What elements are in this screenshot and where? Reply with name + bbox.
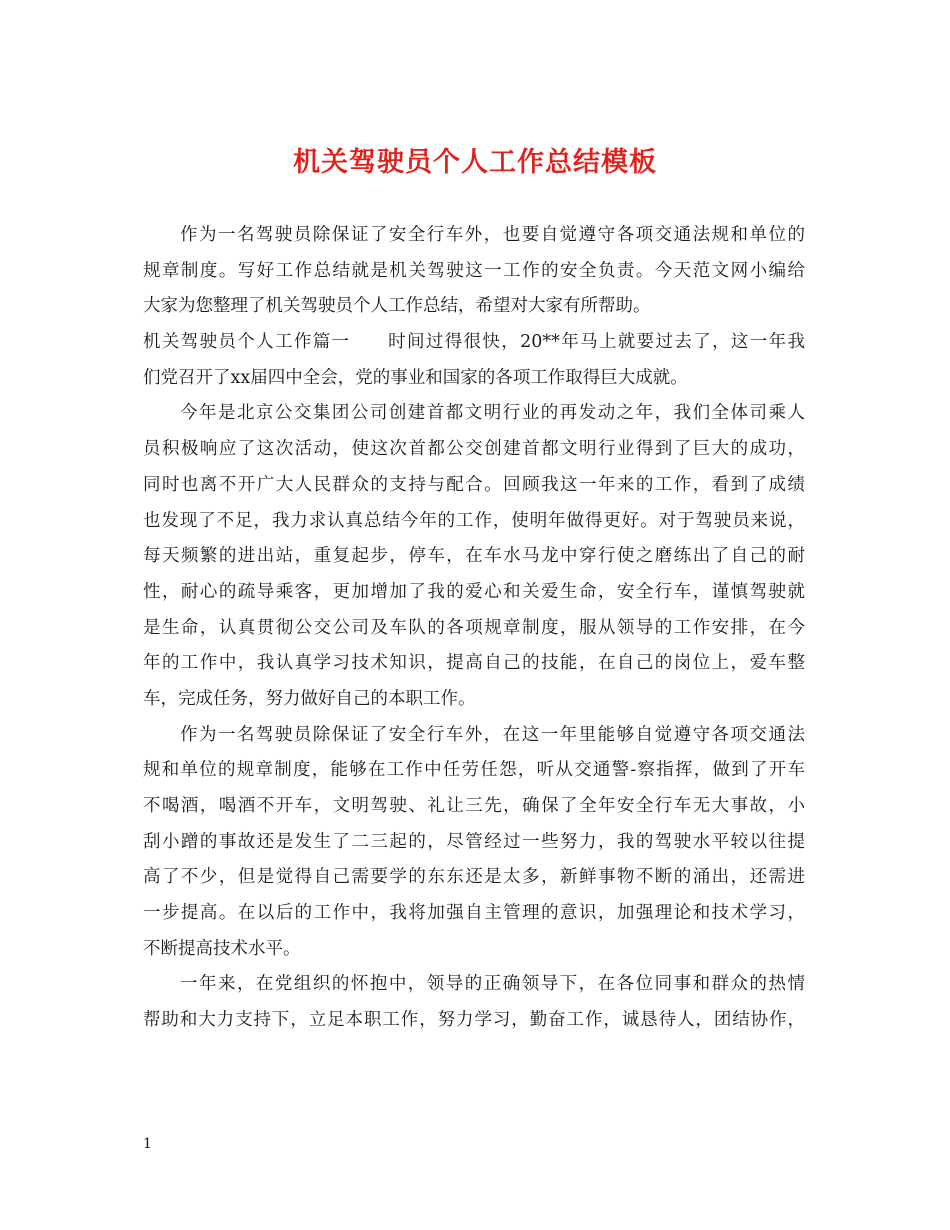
text-line: 刮小蹭的事故还是发生了二三起的，尽管经过一些努力，我的驾驶水平较以往提 — [143, 831, 805, 852]
text-line: 规章制度。写好工作总结就是机关驾驶这一工作的安全负责。今天范文网小编给 — [143, 260, 805, 281]
text-line: 一年来，在党组织的怀抱中，领导的正确领导下，在各位同事和群众的热情 — [180, 974, 805, 995]
text-line: 每天频繁的进出站，重复起步，停车，在车水马龙中穿行使之磨练出了自己的耐 — [143, 546, 805, 567]
text-line: 规和单位的规章制度，能够在工作中任劳任怨，听从交通警-察指挥，做到了开车 — [143, 760, 805, 781]
text-line: 同时也离不开广大人民群众的支持与配合。回顾我这一年来的工作，看到了成绩 — [143, 474, 805, 495]
text-line: 性，耐心的疏导乘客，更加增加了我的爱心和关爱生命，安全行车，谨慎驾驶就 — [143, 581, 805, 602]
text-line: 员积极响应了这次活动，使这次首都公交创建首都文明行业得到了巨大的成功， — [143, 439, 805, 460]
text-line: 也发现了不足，我力求认真总结今年的工作，使明年做得更好。对于驾驶员来说， — [143, 510, 805, 531]
text-line: 今年是北京公交集团公司创建首都文明行业的再发动之年，我们全体司乘人 — [180, 403, 805, 424]
text-line: 作为一名驾驶员除保证了安全行车外，也要自觉遵守各项交通法规和单位的 — [180, 225, 805, 245]
page-number: 1 — [143, 1136, 152, 1152]
text-line: 一步提高。在以后的工作中，我将加强自主管理的意识，加强理论和技术学习， — [143, 903, 805, 924]
text-line: 是生命，认真贯彻公交公司及车队的各项规章制度，服从领导的工作安排，在今 — [143, 617, 805, 638]
document-title: 机关驾驶员个人工作总结模板 — [293, 147, 657, 178]
text-line: 不断提高技术水平。 — [143, 938, 301, 959]
document-body — [143, 218, 805, 1039]
text-line: 不喝酒，喝酒不开车，文明驾驶、礼让三先，确保了全年安全行车无大事故，小 — [143, 796, 805, 816]
text-line: 帮助和大力支持下，立足本职工作，努力学习，勤奋工作，诚恳待人，团结协作， — [143, 1010, 805, 1031]
text-line: 作为一名驾驶员除保证了安全行车外，在这一年里能够自觉遵守各项交通法 — [180, 724, 805, 745]
text-line: 年的工作中，我认真学习技术知识，提高自己的技能，在自己的岗位上，爱车整 — [143, 653, 805, 674]
text-line: 大家为您整理了机关驾驶员个人工作总结，希望对大家有所帮助。 — [143, 296, 651, 317]
text-line: 机关驾驶员个人工作篇一 时间过得很快，20**年马上就要过去了，这一年我 — [143, 332, 805, 353]
text-line: 高了不少，但是觉得自己需要学的东东还是太多，新鲜事物不断的涌出，还需进 — [143, 867, 805, 888]
text-line: 车，完成任务，努力做好自己的本职工作。 — [143, 688, 476, 709]
text-line: 们党召开了xx届四中全会，党的事业和国家的各项工作取得巨大成就。 — [143, 367, 688, 388]
